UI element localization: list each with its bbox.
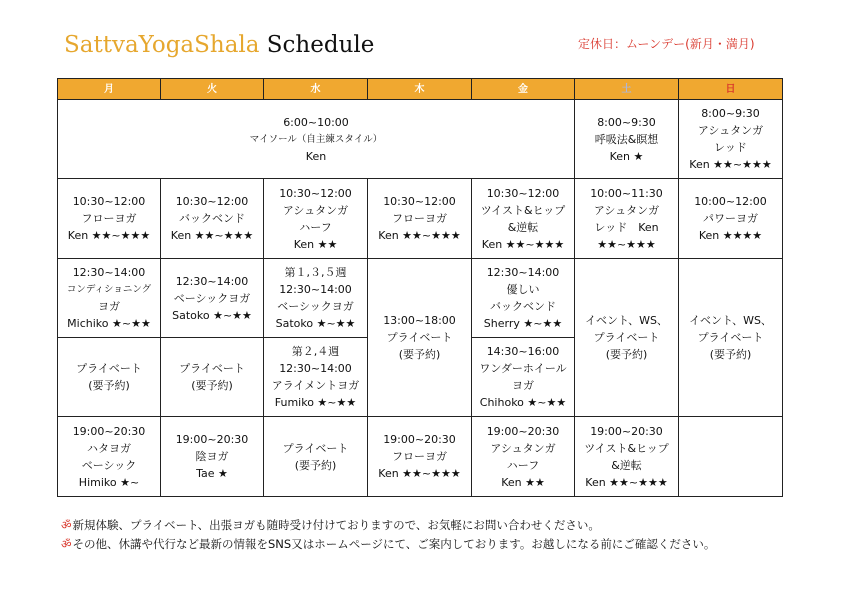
class-line: 12:30~14:00 [279,362,352,375]
schedule-word: Schedule [266,32,375,58]
class-line: Ken ★★~★★★ [481,237,565,251]
class-line: Ken ★★~★★★ [67,229,151,242]
class-line: Satoko ★~★★ [172,308,252,322]
class-line: ヨガ [98,300,120,313]
class-line: ベーシック [81,458,137,472]
class-line: アシュタンガ [697,124,764,137]
class-cell-fri-4 [472,338,575,417]
class-cell-mon-2 [58,179,161,259]
class-line: 8:00~9:30 [701,107,760,120]
day-header-sun: 日 [679,79,783,100]
class-cell-thu-5 [368,417,472,497]
class-line: 第２,４週 [291,345,340,358]
class-cell-wed-3 [264,259,368,338]
class-line: アシュタンガ [282,203,349,217]
class-line: 13:00~18:00 [383,314,456,327]
class-line: プライベート [282,441,349,455]
class-line: ヨガ [512,379,534,392]
class-line: ハタヨガ [87,441,131,455]
class-cell-wed-2 [264,179,368,259]
class-line: Ken ★★~★★★ [378,229,461,242]
class-line: 第１,３,５週 [284,266,347,279]
class-cell-tue-3 [161,259,264,338]
class-line: Ken ★★ [501,475,545,489]
class-line: Ken ★★~★★★ [585,475,668,489]
class-line: 10:00~11:30 [590,186,663,200]
class-line: ★★~★★★ [597,237,656,251]
class-cell-thu-2 [368,179,472,259]
class-line: Chihoko ★~★★ [479,396,567,409]
class-line: (要予約) [294,458,337,472]
class-line: 19:00~20:30 [175,433,249,446]
class-cell-mon-4 [58,338,161,417]
class-line: プライベート [76,362,142,375]
class-line: Ken [305,149,327,163]
page-title [64,32,374,58]
class-cell-mon-5 [58,417,161,497]
class-line: Michiko ★~★★ [67,317,151,330]
class-line: ハーフ [506,458,540,472]
om-icon: ॐ [61,537,72,551]
day-header-wed: 水 [264,79,368,100]
class-line: 優しい [506,283,540,296]
class-line: プライベート [593,331,660,344]
class-cell-sat-3 [575,259,679,417]
class-cell-sun-morning [679,100,783,179]
class-line: コンディショニング [66,284,152,295]
day-header-mon: 月 [58,79,161,100]
class-cell-weekday-mysore [58,100,575,179]
class-line: 10:00~12:00 [694,195,767,208]
class-line: ベーシックヨガ [277,300,354,313]
class-line: ツイスト&ヒップ [584,441,669,455]
class-line: Ken ★ [609,149,644,163]
class-line: 呼吸法&瞑想 [594,132,659,146]
class-line: 10:30~12:00 [486,186,560,200]
class-line: アシュタンガ [490,441,556,455]
class-line: (要予約) [709,348,752,361]
class-cell-tue-4 [161,338,264,417]
class-line: イベント、WS、 [585,314,668,327]
class-line: ベーシックヨガ [173,291,251,305]
class-cell-mon-3 [58,259,161,338]
class-line: Sherry ★~★★ [483,317,563,330]
note-line-1 [61,516,715,535]
class-line: Ken ★★ [293,237,338,251]
class-line: イベント、WS、 [689,314,772,327]
class-line: プライベート [386,331,453,344]
class-cell-sun-5-empty [679,417,783,497]
class-cell-wed-4 [264,338,368,417]
class-line: (要予約) [191,379,233,392]
class-line: 19:00~20:30 [486,424,560,438]
class-line: 8:00~9:30 [597,115,656,129]
class-line: 12:30~14:00 [72,266,146,279]
class-line: 6:00~10:00 [283,115,349,129]
class-line: (要予約) [88,379,130,392]
day-header-thu: 木 [368,79,472,100]
class-cell-tue-2 [161,179,264,259]
class-line: マイソール（自主練スタイル） [249,133,383,145]
class-cell-tue-5 [161,417,264,497]
class-line: Ken ★★~★★★ [170,229,254,242]
day-header-tue: 火 [161,79,264,100]
class-line: 12:30~14:00 [279,283,352,296]
class-line: 10:30~12:00 [383,195,456,208]
class-line: 14:30~16:00 [486,345,560,358]
class-line: Tae ★ [196,467,228,480]
class-cell-sun-2 [679,179,783,259]
schedule-table [57,78,783,497]
class-line: 10:30~12:00 [279,186,352,200]
class-line: アシュタンガ [593,203,660,217]
om-icon: ॐ [61,518,72,532]
class-cell-wed-5 [264,417,368,497]
class-cell-sat-5 [575,417,679,497]
class-line: 19:00~20:30 [72,424,146,438]
class-line: 19:00~20:30 [383,433,456,446]
class-cell-fri-5 [472,417,575,497]
day-header-fri: 金 [472,79,575,100]
class-line: (要予約) [605,348,648,361]
class-line: Ken ★★~★★★ [689,158,772,171]
day-header-sat: 土 [575,79,679,100]
class-line: Satoko ★~★★ [275,317,356,330]
class-line: Fumiko ★~★★ [274,396,357,409]
class-line: ワンダーホイール [479,362,567,375]
class-line: 12:30~14:00 [175,274,249,288]
class-line: バックベンド [490,300,556,313]
notes [61,516,715,554]
class-cell-fri-2 [472,179,575,259]
closed-days-note: 定休日：ムーンデー(新月・満月) [578,37,755,51]
class-line: レッド [714,141,747,154]
note-line-2 [61,535,715,554]
brand-name: SattvaYogaShala [64,32,260,58]
class-cell-thu-3 [368,259,472,417]
class-cell-fri-3 [472,259,575,338]
class-cell-sun-3 [679,259,783,417]
class-line: バックベンド [179,212,245,225]
class-line: Ken ★★~★★★ [378,467,461,480]
class-line: Ken ★★★★ [698,229,763,242]
class-line: プライベート [179,362,245,375]
class-line: 陰ヨガ [195,450,229,463]
class-line: アライメントヨガ [271,379,360,392]
class-line: フローヨガ [392,212,447,225]
class-line: ハーフ [299,220,332,234]
note-text-1: 新規体験、プライベート、出張ヨガも随時受け付けておりますので、お気軽にお問い合わせください。 [72,518,600,532]
class-line: 10:30~12:00 [72,195,146,208]
class-line: &逆転 [507,220,539,234]
day-header-row [58,79,783,100]
class-line: ツイスト&ヒップ [480,203,566,217]
class-line: パワーヨガ [703,212,758,225]
class-cell-sat-2 [575,179,679,259]
class-line: 12:30~14:00 [486,266,560,279]
class-line: 10:30~12:00 [175,195,249,208]
class-line: フローヨガ [81,212,137,225]
class-line: プライベート [697,331,764,344]
class-line: Himiko ★~ [78,475,140,489]
class-line: フローヨガ [392,450,447,463]
class-cell-sat-morning [575,100,679,179]
class-line: (要予約) [398,348,441,361]
class-line: レッド Ken [594,220,659,234]
class-line: &逆転 [611,458,642,472]
class-line: 19:00~20:30 [590,424,663,438]
note-text-2: その他、休講や代行など最新の情報をSNS又はホームページにて、ご案内しております。お越しになる前にご確認ください。 [72,537,716,551]
